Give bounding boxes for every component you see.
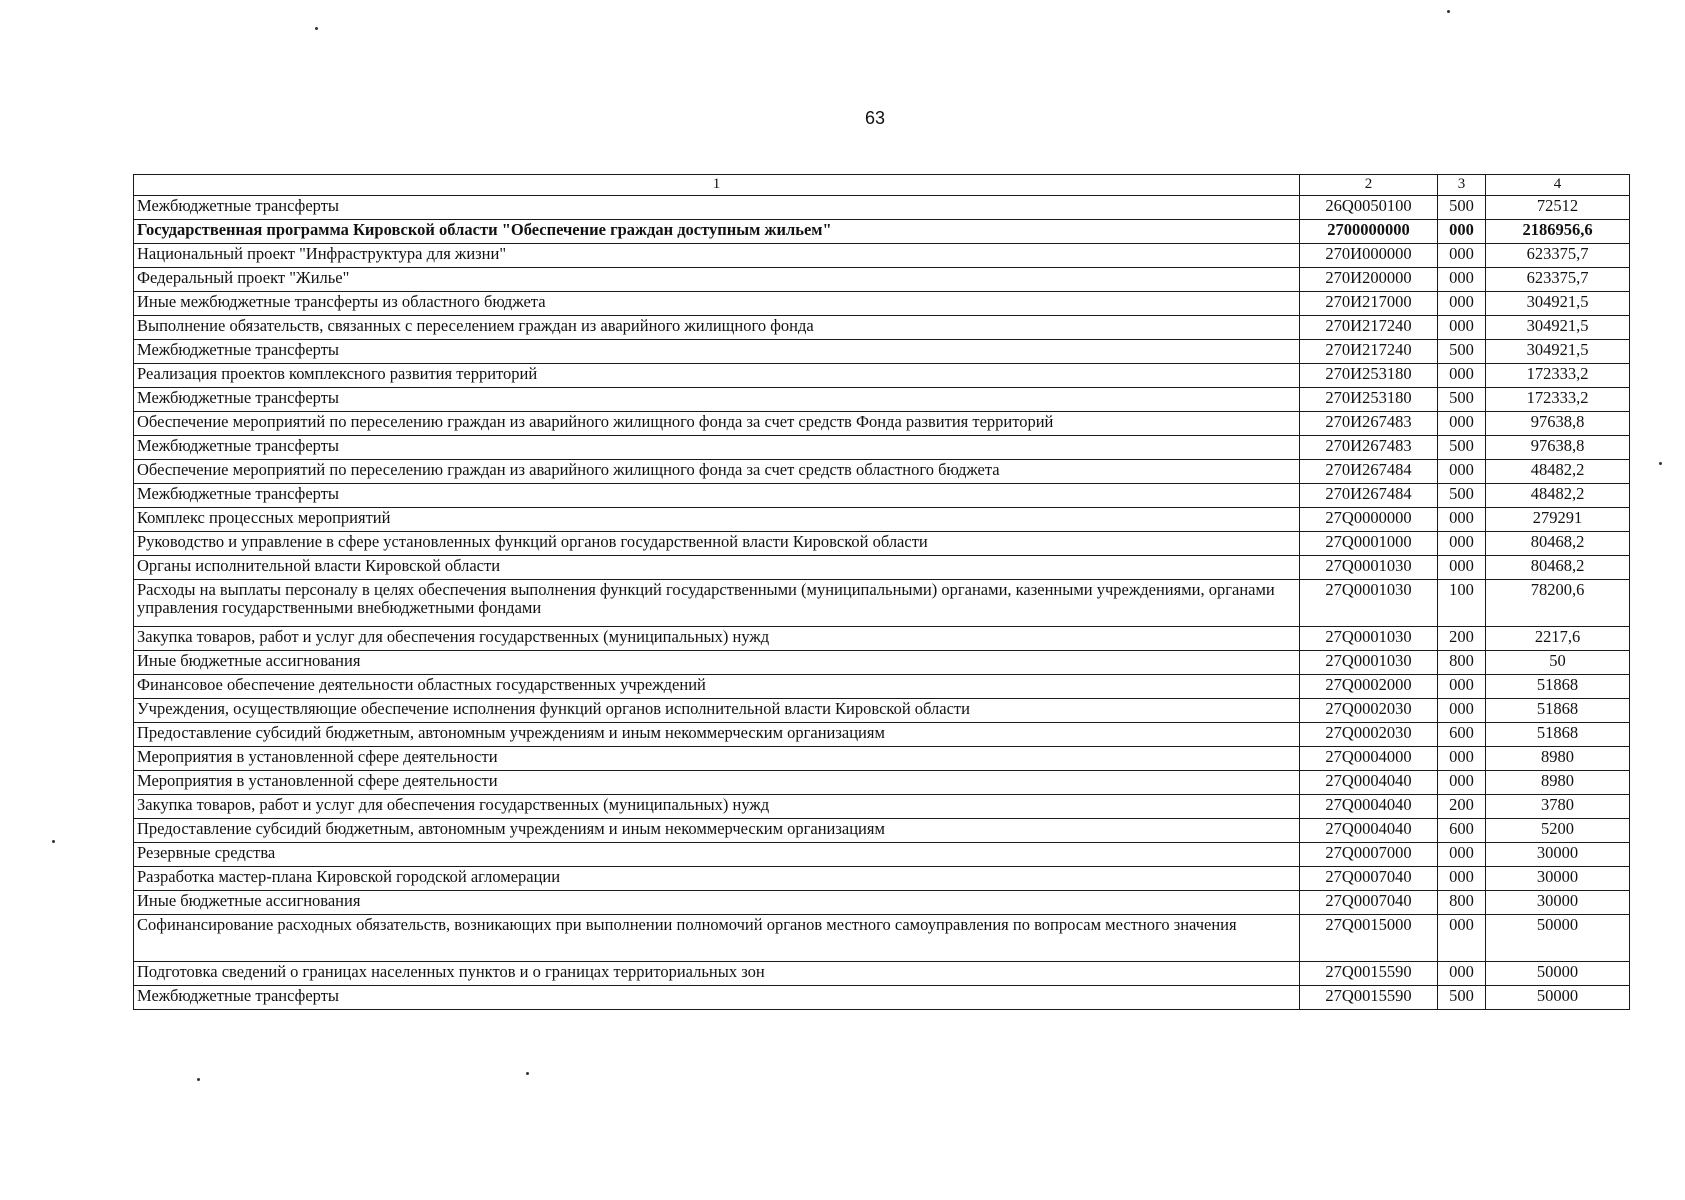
table-row bbox=[134, 436, 1630, 460]
table-row bbox=[134, 412, 1630, 436]
row-type: 200 bbox=[1438, 795, 1486, 819]
row-name: Закупка товаров, работ и услуг для обеспечения государственных (муниципальных) нужд bbox=[134, 627, 1300, 651]
row-amount: 80468,2 bbox=[1486, 532, 1630, 556]
row-type: 000 bbox=[1438, 268, 1486, 292]
row-name: Реализация проектов комплексного развития территорий bbox=[134, 364, 1300, 388]
row-code: 27Q0001030 bbox=[1300, 556, 1438, 580]
row-type: 800 bbox=[1438, 651, 1486, 675]
row-name: Межбюджетные трансферты bbox=[134, 436, 1300, 460]
row-type: 000 bbox=[1438, 771, 1486, 795]
row-name: Межбюджетные трансферты bbox=[134, 986, 1300, 1010]
table-row bbox=[134, 340, 1630, 364]
row-amount: 172333,2 bbox=[1486, 364, 1630, 388]
row-amount: 623375,7 bbox=[1486, 268, 1630, 292]
row-code: 27Q0004040 bbox=[1300, 795, 1438, 819]
row-name: Комплекс процессных мероприятий bbox=[134, 508, 1300, 532]
row-code: 27Q0002000 bbox=[1300, 675, 1438, 699]
table-row bbox=[134, 244, 1630, 268]
scan-speck bbox=[197, 1078, 200, 1081]
row-amount: 5200 bbox=[1486, 819, 1630, 843]
row-type: 500 bbox=[1438, 436, 1486, 460]
row-amount: 2186956,6 bbox=[1486, 220, 1630, 244]
table-row bbox=[134, 556, 1630, 580]
header-col-3: 3 bbox=[1438, 175, 1486, 196]
table-row bbox=[134, 388, 1630, 412]
row-amount: 48482,2 bbox=[1486, 460, 1630, 484]
row-amount: 80468,2 bbox=[1486, 556, 1630, 580]
row-code: 27Q0001000 bbox=[1300, 532, 1438, 556]
row-name: Федеральный проект "Жилье" bbox=[134, 268, 1300, 292]
table-row bbox=[134, 723, 1630, 747]
table-row bbox=[134, 747, 1630, 771]
row-name: Софинансирование расходных обязательств, возникающих при выполнении полномочий органов местного самоуправления по вопросам местного значения bbox=[134, 915, 1300, 962]
row-code: 27Q0007040 bbox=[1300, 867, 1438, 891]
row-type: 500 bbox=[1438, 484, 1486, 508]
row-amount: 51868 bbox=[1486, 723, 1630, 747]
row-code: 27Q0001030 bbox=[1300, 580, 1438, 627]
header-col-2: 2 bbox=[1300, 175, 1438, 196]
row-amount: 8980 bbox=[1486, 747, 1630, 771]
row-type: 800 bbox=[1438, 891, 1486, 915]
scan-speck bbox=[526, 1072, 529, 1075]
row-type: 000 bbox=[1438, 460, 1486, 484]
row-amount: 2217,6 bbox=[1486, 627, 1630, 651]
row-name: Иные межбюджетные трансферты из областного бюджета bbox=[134, 292, 1300, 316]
row-name: Обеспечение мероприятий по переселению граждан из аварийного жилищного фонда за счет средств областного бюджета bbox=[134, 460, 1300, 484]
row-amount: 30000 bbox=[1486, 867, 1630, 891]
header-col-4: 4 bbox=[1486, 175, 1630, 196]
row-name: Финансовое обеспечение деятельности областных государственных учреждений bbox=[134, 675, 1300, 699]
row-type: 100 bbox=[1438, 580, 1486, 627]
row-code: 27Q0004040 bbox=[1300, 819, 1438, 843]
row-code: 27Q0015590 bbox=[1300, 986, 1438, 1010]
row-name: Государственная программа Кировской области "Обеспечение граждан доступным жильем" bbox=[134, 220, 1300, 244]
row-type: 000 bbox=[1438, 915, 1486, 962]
row-name: Резервные средства bbox=[134, 843, 1300, 867]
row-amount: 78200,6 bbox=[1486, 580, 1630, 627]
row-type: 000 bbox=[1438, 867, 1486, 891]
row-amount: 623375,7 bbox=[1486, 244, 1630, 268]
row-amount: 50 bbox=[1486, 651, 1630, 675]
row-type: 000 bbox=[1438, 244, 1486, 268]
table-row bbox=[134, 508, 1630, 532]
row-type: 000 bbox=[1438, 747, 1486, 771]
row-amount: 51868 bbox=[1486, 675, 1630, 699]
row-type: 000 bbox=[1438, 220, 1486, 244]
table-row bbox=[134, 915, 1630, 962]
row-type: 000 bbox=[1438, 364, 1486, 388]
table-row bbox=[134, 699, 1630, 723]
row-name: Руководство и управление в сфере установленных функций органов государственной власти Кировской области bbox=[134, 532, 1300, 556]
row-code: 27Q0002030 bbox=[1300, 723, 1438, 747]
budget-table bbox=[133, 174, 1630, 1010]
row-name: Подготовка сведений о границах населенных пунктов и о границах территориальных зон bbox=[134, 962, 1300, 986]
row-amount: 304921,5 bbox=[1486, 316, 1630, 340]
row-type: 000 bbox=[1438, 556, 1486, 580]
table-row bbox=[134, 795, 1630, 819]
row-code: 270И253180 bbox=[1300, 388, 1438, 412]
table-row bbox=[134, 819, 1630, 843]
row-code: 270И267484 bbox=[1300, 460, 1438, 484]
page-number: 63 bbox=[864, 108, 886, 128]
row-code: 270И200000 bbox=[1300, 268, 1438, 292]
table-row bbox=[134, 292, 1630, 316]
row-code: 27Q0002030 bbox=[1300, 699, 1438, 723]
table-body bbox=[134, 196, 1630, 1010]
row-amount: 97638,8 bbox=[1486, 436, 1630, 460]
row-name: Межбюджетные трансферты bbox=[134, 340, 1300, 364]
row-name: Выполнение обязательств, связанных с переселением граждан из аварийного жилищного фонда bbox=[134, 316, 1300, 340]
row-code: 270И217240 bbox=[1300, 316, 1438, 340]
table-row bbox=[134, 196, 1630, 220]
table-row bbox=[134, 532, 1630, 556]
table-row bbox=[134, 843, 1630, 867]
row-amount: 50000 bbox=[1486, 962, 1630, 986]
row-amount: 3780 bbox=[1486, 795, 1630, 819]
table-row bbox=[134, 651, 1630, 675]
row-name: Иные бюджетные ассигнования bbox=[134, 891, 1300, 915]
row-name: Разработка мастер-плана Кировской городской агломерации bbox=[134, 867, 1300, 891]
row-type: 500 bbox=[1438, 388, 1486, 412]
row-name: Межбюджетные трансферты bbox=[134, 484, 1300, 508]
row-code: 27Q0001030 bbox=[1300, 651, 1438, 675]
row-code: 27Q0004040 bbox=[1300, 771, 1438, 795]
row-name: Органы исполнительной власти Кировской области bbox=[134, 556, 1300, 580]
row-type: 000 bbox=[1438, 962, 1486, 986]
row-name: Межбюджетные трансферты bbox=[134, 388, 1300, 412]
row-amount: 97638,8 bbox=[1486, 412, 1630, 436]
row-name: Обеспечение мероприятий по переселению граждан из аварийного жилищного фонда за счет средств Фонда развития территорий bbox=[134, 412, 1300, 436]
row-type: 000 bbox=[1438, 316, 1486, 340]
row-code: 270И267484 bbox=[1300, 484, 1438, 508]
row-code: 270И267483 bbox=[1300, 412, 1438, 436]
row-name: Мероприятия в установленной сфере деятельности bbox=[134, 747, 1300, 771]
row-amount: 304921,5 bbox=[1486, 340, 1630, 364]
row-amount: 279291 bbox=[1486, 508, 1630, 532]
row-type: 000 bbox=[1438, 508, 1486, 532]
row-type: 500 bbox=[1438, 196, 1486, 220]
row-code: 27Q0015590 bbox=[1300, 962, 1438, 986]
table-row bbox=[134, 580, 1630, 627]
row-amount: 72512 bbox=[1486, 196, 1630, 220]
scan-speck bbox=[1447, 10, 1450, 13]
table-row bbox=[134, 627, 1630, 651]
row-name: Межбюджетные трансферты bbox=[134, 196, 1300, 220]
row-code: 270И000000 bbox=[1300, 244, 1438, 268]
table-row bbox=[134, 962, 1630, 986]
row-type: 000 bbox=[1438, 532, 1486, 556]
row-name: Закупка товаров, работ и услуг для обеспечения государственных (муниципальных) нужд bbox=[134, 795, 1300, 819]
row-type: 500 bbox=[1438, 340, 1486, 364]
table-row bbox=[134, 220, 1630, 244]
row-name: Иные бюджетные ассигнования bbox=[134, 651, 1300, 675]
row-name: Национальный проект "Инфраструктура для жизни" bbox=[134, 244, 1300, 268]
row-code: 270И217000 bbox=[1300, 292, 1438, 316]
header-row bbox=[134, 175, 1630, 196]
row-name: Расходы на выплаты персоналу в целях обеспечения выполнения функций государственными (муниципальными) органами, казенными учреждениями, органами управления государственными внебюджетными фондами bbox=[134, 580, 1300, 627]
row-code: 27Q0007000 bbox=[1300, 843, 1438, 867]
row-code: 270И267483 bbox=[1300, 436, 1438, 460]
table-row bbox=[134, 771, 1630, 795]
row-type: 500 bbox=[1438, 986, 1486, 1010]
row-code: 27Q0007040 bbox=[1300, 891, 1438, 915]
row-type: 200 bbox=[1438, 627, 1486, 651]
row-amount: 30000 bbox=[1486, 891, 1630, 915]
scan-speck bbox=[1659, 462, 1662, 465]
row-type: 000 bbox=[1438, 699, 1486, 723]
row-amount: 8980 bbox=[1486, 771, 1630, 795]
header-col-1: 1 bbox=[134, 175, 1300, 196]
row-amount: 48482,2 bbox=[1486, 484, 1630, 508]
table-row bbox=[134, 986, 1630, 1010]
table-row bbox=[134, 460, 1630, 484]
table-row bbox=[134, 268, 1630, 292]
row-type: 000 bbox=[1438, 412, 1486, 436]
row-name: Мероприятия в установленной сфере деятельности bbox=[134, 771, 1300, 795]
row-code: 27Q0015000 bbox=[1300, 915, 1438, 962]
table-row bbox=[134, 675, 1630, 699]
table-row bbox=[134, 364, 1630, 388]
row-amount: 30000 bbox=[1486, 843, 1630, 867]
row-name: Предоставление субсидий бюджетным, автономным учреждениям и иным некоммерческим организациям bbox=[134, 723, 1300, 747]
row-type: 000 bbox=[1438, 843, 1486, 867]
row-type: 000 bbox=[1438, 292, 1486, 316]
table-row bbox=[134, 867, 1630, 891]
row-code: 270И253180 bbox=[1300, 364, 1438, 388]
row-type: 600 bbox=[1438, 819, 1486, 843]
row-type: 000 bbox=[1438, 675, 1486, 699]
row-amount: 50000 bbox=[1486, 915, 1630, 962]
table-row bbox=[134, 316, 1630, 340]
table-row bbox=[134, 891, 1630, 915]
row-code: 27Q0001030 bbox=[1300, 627, 1438, 651]
row-code: 27Q0000000 bbox=[1300, 508, 1438, 532]
row-name: Учреждения, осуществляющие обеспечение исполнения функций органов исполнительной власти Кировской области bbox=[134, 699, 1300, 723]
row-type: 600 bbox=[1438, 723, 1486, 747]
row-amount: 172333,2 bbox=[1486, 388, 1630, 412]
row-code: 2700000000 bbox=[1300, 220, 1438, 244]
scan-speck bbox=[52, 840, 55, 843]
row-amount: 50000 bbox=[1486, 986, 1630, 1010]
row-code: 270И217240 bbox=[1300, 340, 1438, 364]
table-row bbox=[134, 484, 1630, 508]
row-amount: 304921,5 bbox=[1486, 292, 1630, 316]
scan-speck bbox=[315, 27, 318, 30]
row-name: Предоставление субсидий бюджетным, автономным учреждениям и иным некоммерческим организациям bbox=[134, 819, 1300, 843]
row-amount: 51868 bbox=[1486, 699, 1630, 723]
row-code: 27Q0004000 bbox=[1300, 747, 1438, 771]
row-code: 26Q0050100 bbox=[1300, 196, 1438, 220]
